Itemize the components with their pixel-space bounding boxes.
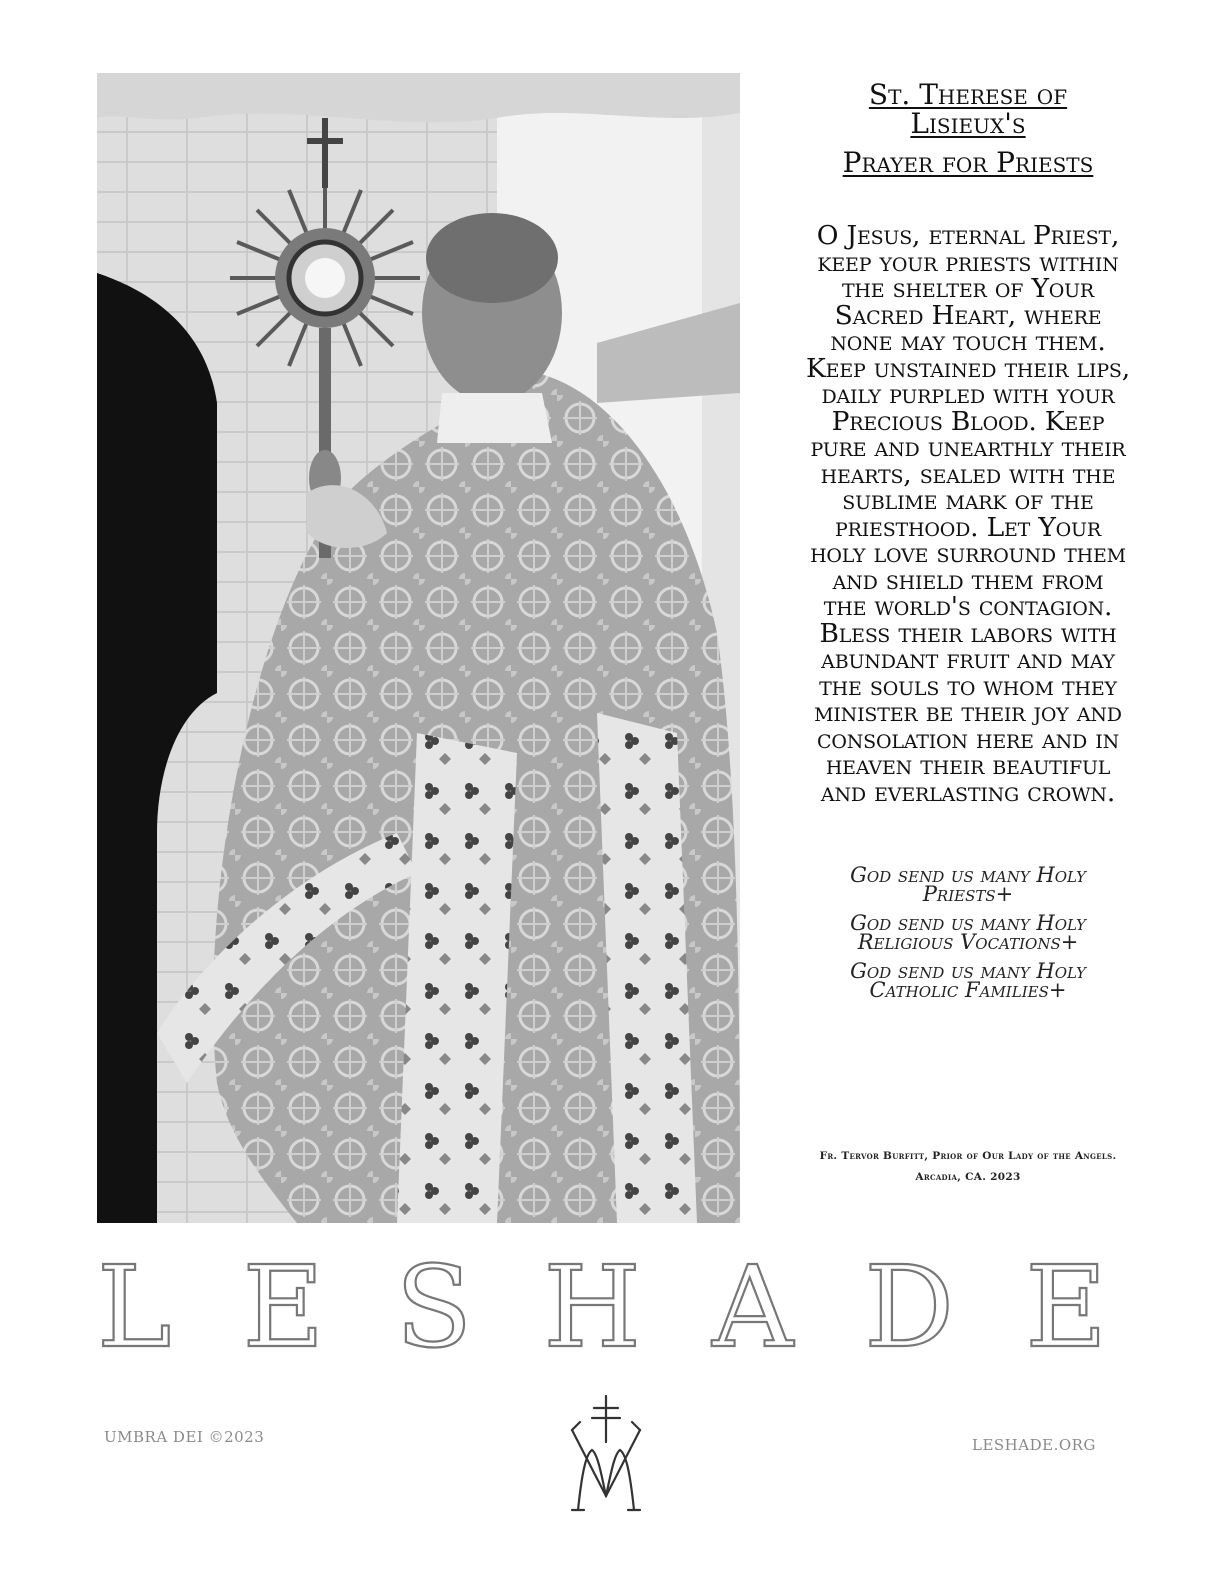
petition-line: Catholic Families+ xyxy=(869,978,1067,1002)
attribution xyxy=(780,1146,1156,1188)
priest-photo xyxy=(97,73,740,1223)
petition-line: God send us many Holy xyxy=(850,959,1086,983)
title-line-3: Prayer for Priests xyxy=(842,146,1094,179)
title-line-1: St. Therese of xyxy=(868,78,1068,111)
attribution-place-date: Arcadia, CA. 2023 xyxy=(915,1171,1021,1183)
petition-line: Priests+ xyxy=(922,882,1014,906)
petition-line: Religious Vocations+ xyxy=(857,930,1079,954)
prayer-line: Sacred Heart, where xyxy=(834,299,1102,331)
prayer-line: and shield them from xyxy=(832,564,1104,596)
prayer-line: sublime mark of the xyxy=(842,485,1094,516)
prayer-line: O Jesus, eternal Priest, xyxy=(816,220,1120,251)
website-link[interactable]: LESHADE.ORG xyxy=(972,1436,1096,1454)
prayer-line: holy love surround them xyxy=(810,538,1126,569)
prayer-line: priesthood. Let Your xyxy=(835,511,1101,543)
prayer-line: hearts, sealed with the xyxy=(820,458,1116,490)
prayer-line: the souls to whom they xyxy=(819,670,1117,702)
prayer-line: Precious Blood. Keep xyxy=(831,405,1105,437)
petition-line: God send us many Holy xyxy=(850,863,1086,887)
prayer-line: Bless their labors with xyxy=(819,617,1117,649)
attribution-author: Fr. Tervor Burfitt, Prior of Our Lady of the Angels. xyxy=(819,1150,1117,1162)
prayer-text xyxy=(780,220,1156,808)
prayer-line: none may touch them. xyxy=(830,326,1106,357)
prayer-line: keep your priests within xyxy=(817,246,1119,278)
copyright-text: UMBRA DEI ©2023 xyxy=(104,1428,265,1446)
brand-name: L E S H A D E xyxy=(97,1248,1107,1368)
title-line-2: Lisieux's xyxy=(910,107,1026,140)
prayer-line: and everlasting crown. xyxy=(820,776,1116,808)
prayer-line: minister be their joy and xyxy=(814,697,1122,728)
brand-wordmark xyxy=(97,1248,1127,1368)
prayer-line: heaven their beautiful xyxy=(825,750,1111,781)
petition-vocations xyxy=(780,911,1156,954)
prayer-line: Keep unstained their lips, xyxy=(806,352,1130,384)
brand-wordmark-svg xyxy=(97,1248,1127,1368)
prayer-line: abundant fruit and may xyxy=(821,644,1115,675)
prayer-line: daily purpled with your xyxy=(821,379,1115,410)
prayer-line: the shelter of Your xyxy=(841,273,1095,304)
petition-families xyxy=(780,959,1156,1002)
cross-and-marian-monogram-icon xyxy=(564,1392,648,1516)
prayer-panel xyxy=(780,80,1156,1010)
prayer-line: pure and unearthly their xyxy=(810,432,1126,463)
petitions xyxy=(780,863,1156,1002)
petition-line: God send us many Holy xyxy=(850,911,1086,935)
prayer-line: the world's contagion. xyxy=(823,591,1113,622)
priest-with-monstrance-photo xyxy=(97,73,740,1223)
prayer-line: consolation here and in xyxy=(816,723,1119,755)
petition-priests xyxy=(780,863,1156,906)
